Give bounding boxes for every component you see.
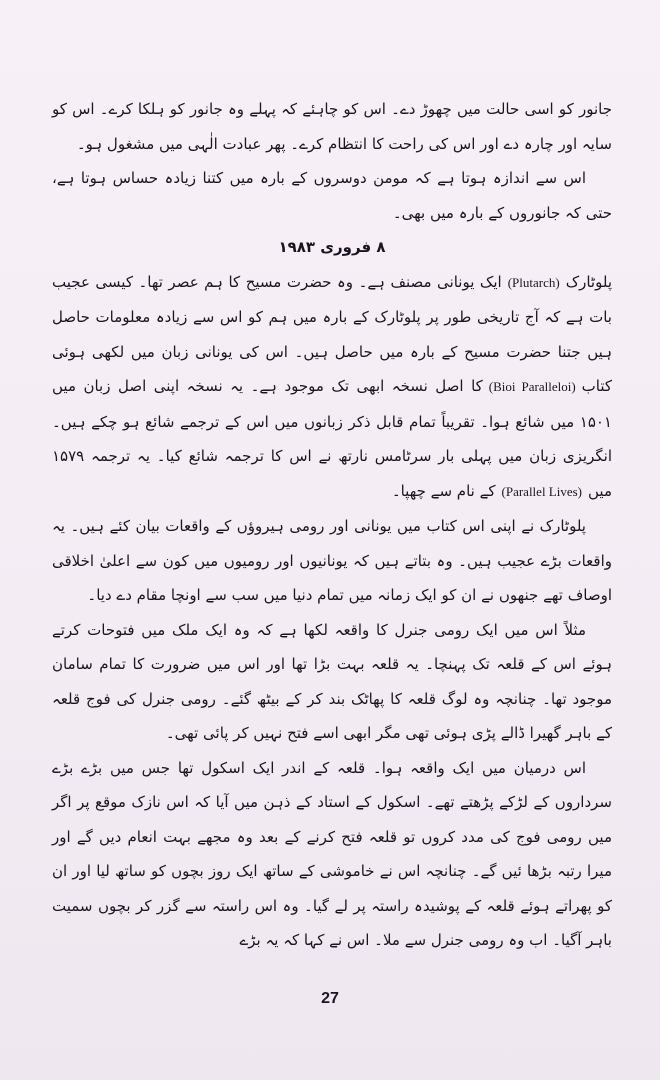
paragraph-3-part-b: ایک یونانی مصنف ہے۔ وہ حضرت مسیح کا ہم عصر تھا۔ کیسی عجیب بات ہے کہ آج تاریخی طور پر پلوٹارک کے بارہ میں ہم کو اس سے زیادہ معلومات حاصل ہیں جتنا حضرت مسیح کے بارہ میں حاصل ہیں۔ اس کی یونانی زبان میں لکھی ہوئی کتاب [52,272,613,395]
paragraph-6: اس درمیان میں ایک واقعہ ہوا۔ قلعہ کے اندر ایک اسکول تھا جس میں بڑے بڑے سرداروں کے لڑکے پڑھتے تھے۔ اسکول کے استاد کے ذہن میں آیا کہ اس نازک موقع پر اگر میں رومی فوج کی مدد کروں تو قلعہ فتح کرنے کے بعد وہ مجھے بہت انعام دیں گے اور میرا رتبہ بڑھا ئیں گے۔ چنانچہ اس نے خاموشی کے ساتھ ایک روز بچوں کو ساتھ لیا اور ان کو پھراتے ہوئے قلعہ کے پوشیدہ راستہ پر لے گیا۔ وہ اس راستہ سے گزر کر بچوں سمیت باہر آگیا۔ اب وہ رومی جنرل سے ملا۔ اس نے کہا کہ یہ بڑے [52,758,612,949]
date-heading: ۸ فروری ۱۹۸۳ [278,238,386,256]
latin-bioi-paralleloi: (Bioi Paralleloi) [488,379,576,394]
paragraph-4: پلوٹارک نے اپنی اس کتاب میں یونانی اور رومی ہیروؤں کے واقعات بیان کئے ہیں۔ یہ واقعات بڑے عجیب ہیں۔ وہ بتاتے ہیں کہ یونانیوں اور رومیوں میں کون سے اعلیٰ اخلاقی اوصاف تھے جنھوں نے ان کو ایک زمانہ میں تمام دنیا میں سب سے اونچا مقام دے دیا۔ [52,517,612,604]
latin-plutarch: (Plutarch) [507,274,560,290]
page-text [52,92,612,958]
paragraph-3-part-a: پلوٹارک [565,272,612,291]
latin-parallel-lives: (Parallel Lives) [501,483,583,499]
paragraph-1: جانور کو اسی حالت میں چھوڑ دے۔ اس کو چاہئے کہ پہلے وہ جانور کو ہلکا کرے۔ اس کو سایہ اور چارہ دے اور اس کی راحت کا انتظام کرے۔ پھر عبادت الٰہی میں مشغول ہو۔ [52,100,612,153]
paragraph-3 [52,265,612,510]
paragraph-3-part-c: کا اصل نسخہ ابھی تک موجود ہے۔ یہ نسخہ اپنی اصل زبان میں ۱۵۰۱ میں شائع ہوا۔ تقریباً تمام قابل ذکر زبانوں میں اس کے ترجمے شائع ہو چکے ہیں۔ انگریزی زبان میں پہلی بار سرٹامس نارتھ نے اس کا ترجمہ شائع کیا۔ یہ ترجمہ ۱۵۷۹ میں [52,377,612,500]
page-number: 27 [321,990,339,1007]
paragraph-2: اس سے اندازہ ہوتا ہے کہ مومن دوسروں کے بارہ میں کتنا زیادہ حساس ہوتا ہے، حتی کہ جانوروں کے بارہ میں بھی۔ [52,169,612,222]
paragraph-3-part-d: کے نام سے چھپا۔ [391,481,496,500]
paragraph-5: مثلاً اس میں ایک رومی جنرل کا واقعہ لکھا ہے کہ وہ ایک ملک میں فتوحات کرتے ہوئے اس کے قلعہ تک پہنچا۔ یہ قلعہ بہت بڑا تھا اور اس میں ضرورت کا تمام سامان موجود تھا۔ چنانچہ وہ لوگ قلعہ کا پھاٹک بند کر کے بیٹھ گئے۔ رومی جنرل کی فوج قلعہ کے باہر گھیرا ڈالے پڑی ہوئی تھی مگر ابھی اسے فتح نہیں کر پائی تھی۔ [52,620,612,742]
